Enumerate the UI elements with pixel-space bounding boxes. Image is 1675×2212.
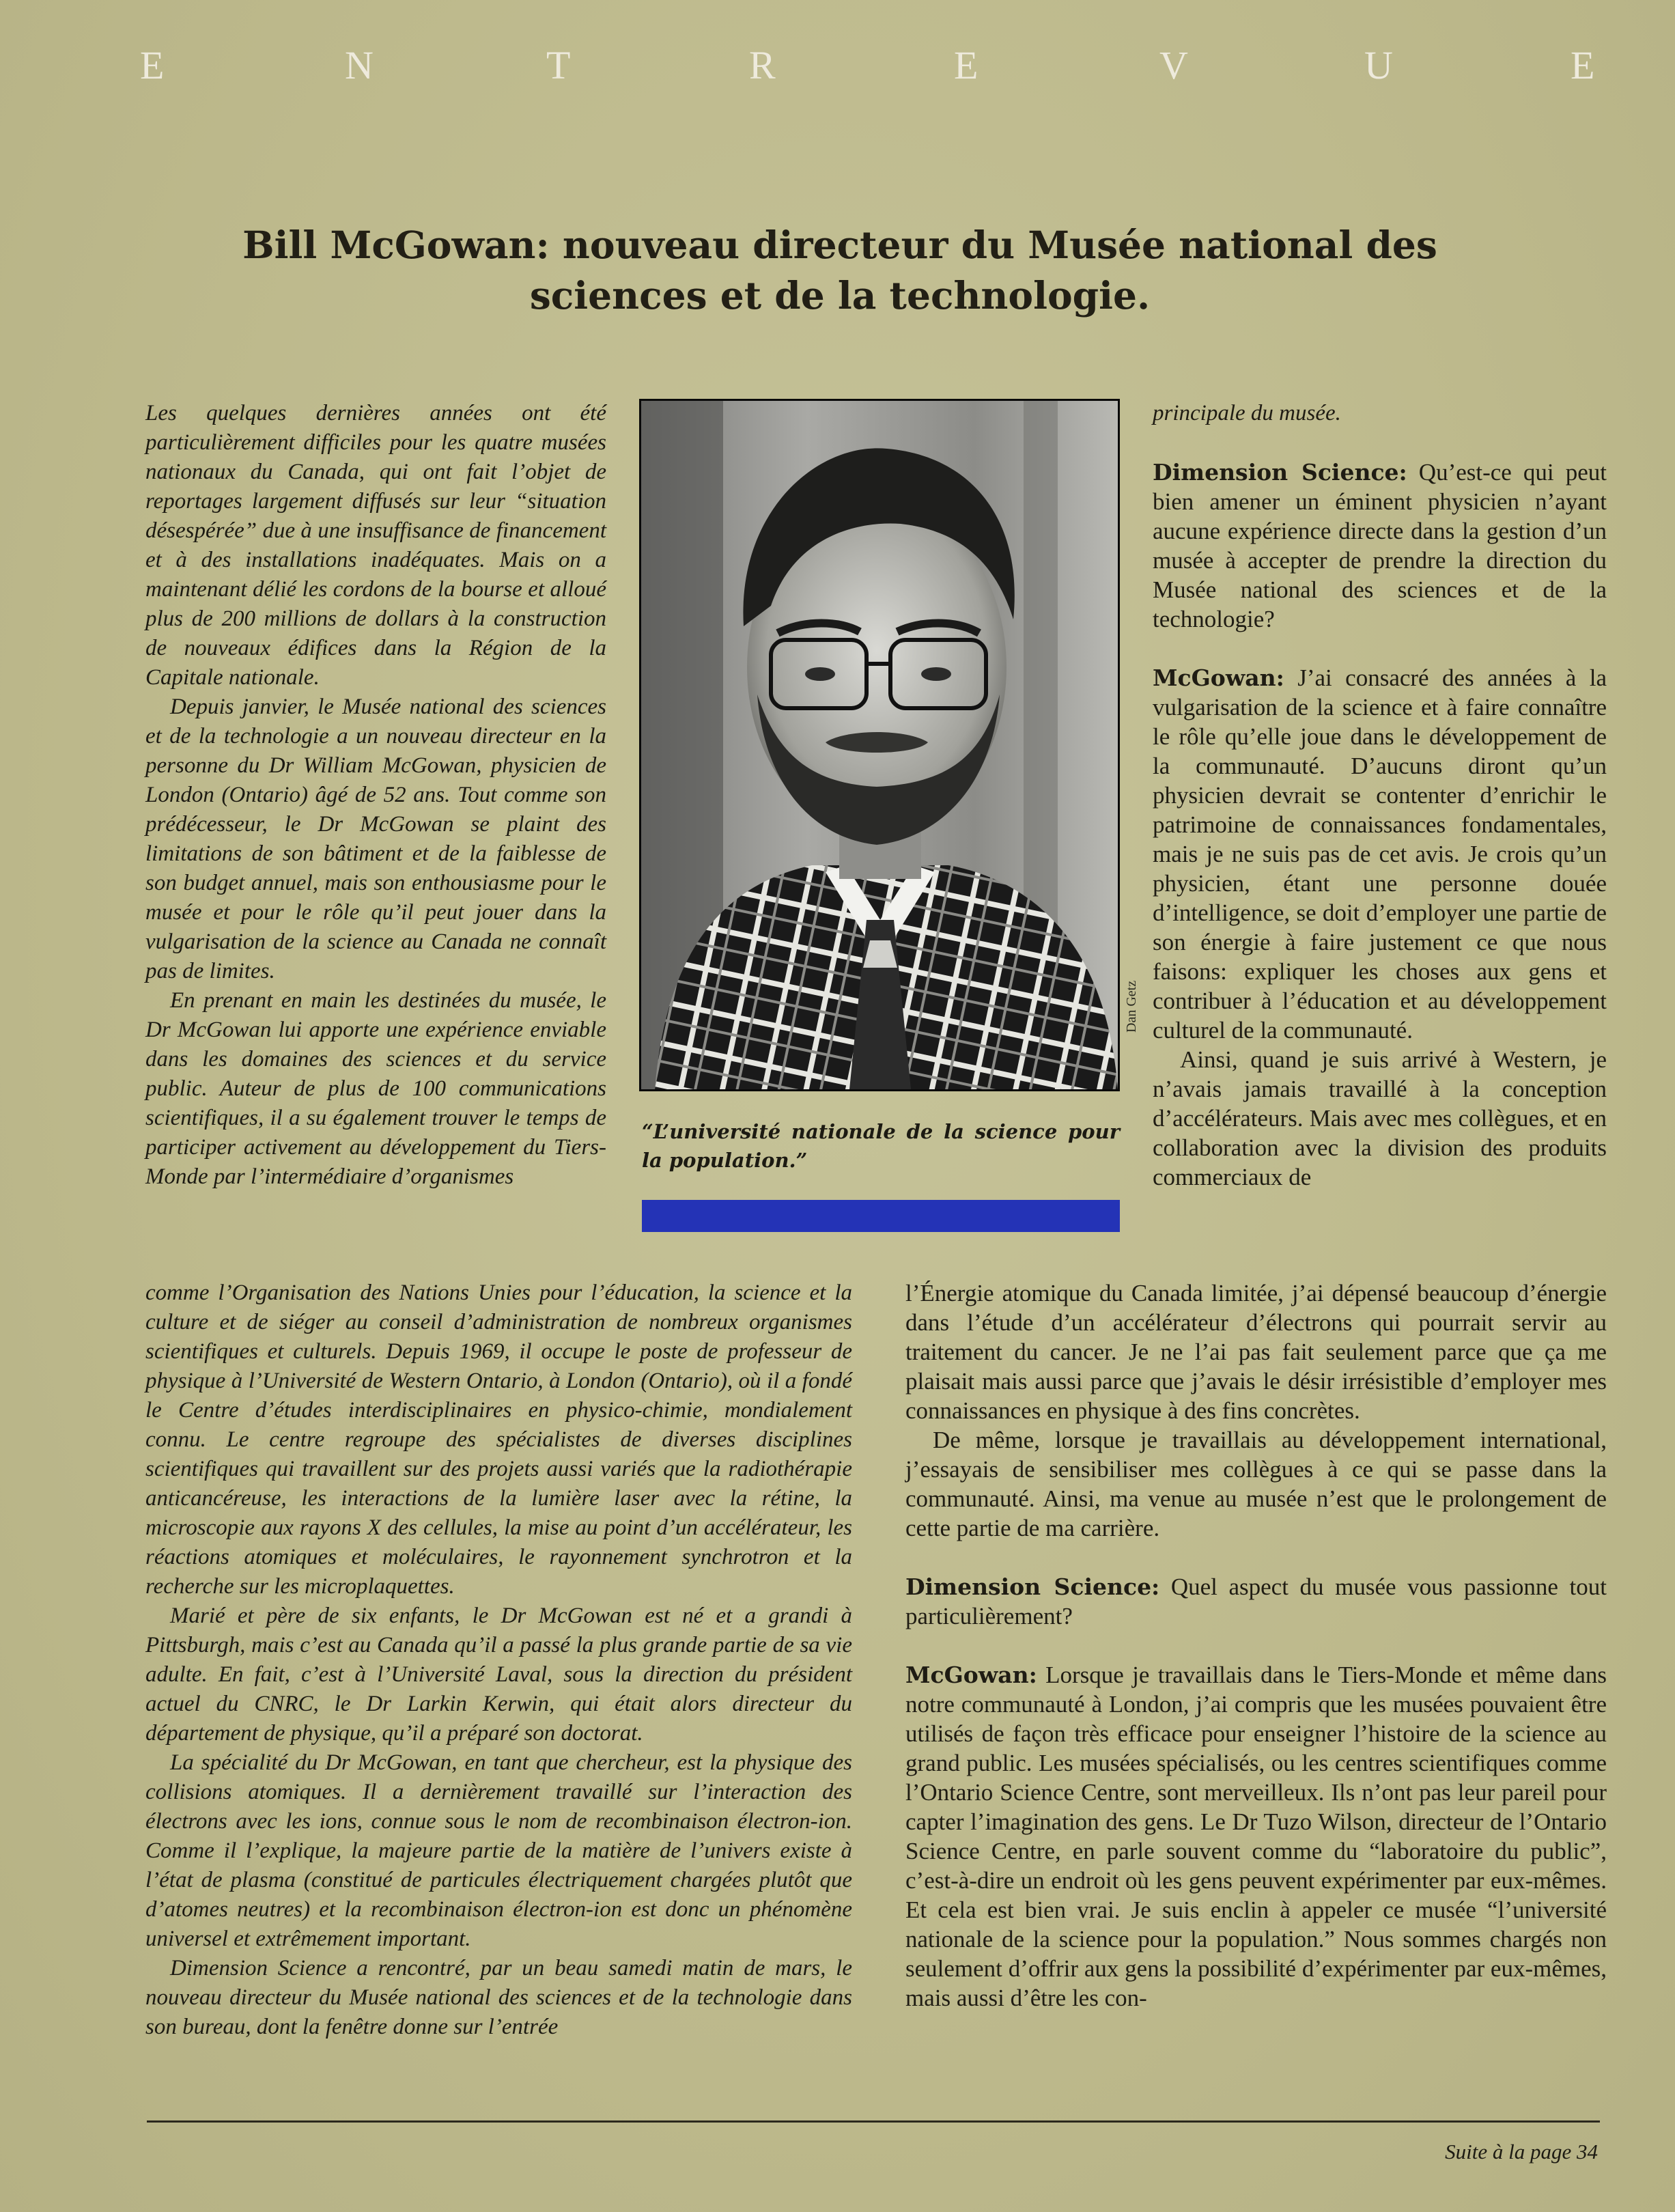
portrait-illustration xyxy=(641,401,1118,1089)
article-title-line: sciences et de la technologie. xyxy=(529,273,1151,318)
article-title xyxy=(205,220,1475,321)
answer-paragraph: l’Énergie atomique du Canada limitée, j’ai dépensé beaucoup d’énergie dans l’étude d’un accélérateur d’électrons qui pourrait servir au traitement du cancer. Je ne l’ai pas fait seulement parce que ça me plaisait mais aussi parce que j’avais le désir irrésistible d’employer mes connaissances en physique à des fins concrètes. xyxy=(905,1280,1607,1424)
portrait-photo xyxy=(639,399,1120,1091)
interview-column-lower xyxy=(905,1278,1607,2013)
section-letter: U xyxy=(1364,43,1393,87)
answer-paragraph: Ainsi, quand je suis arrivé à Western, je n’avais jamais travaillé à la conception d’accélérateurs. Mais avec mes collègues, et en collaboration avec la division des produits commerciaux de xyxy=(1153,1046,1607,1190)
intro-paragraph: Depuis janvier, le Musée national des sciences et de la technologie a un nouveau directeur en la personne du Dr William McGowan, physicien de London (Ontario) âgé de 52 ans. Tout comme son prédécesseur, le Dr McGowan se plaint des limitations de son bâtiment et de la faiblesse de son budget annuel, mais son enthousiasme pour le musée et pour le rôle qu’il peut jouer dans la vulgarisation de la science au Canada ne connaît pas de limites. xyxy=(145,695,606,983)
intro-paragraph: En prenant en main les destinées du musée, le Dr McGowan lui apporte une expérience enviable dans les domaines des sciences et du service public. Auteur de plus de 100 communications scientifiques, il a su également trouver le temps de participer activement au développement du Tiers-Monde par l’intermédiaire d’organismes xyxy=(145,988,606,1189)
photo-caption: “L’université nationale de la science pour la population.” xyxy=(642,1120,1120,1172)
section-letter: R xyxy=(749,43,776,87)
section-letter: E xyxy=(954,43,979,87)
intro-continuation: principale du musée. xyxy=(1153,401,1341,425)
article-title-line: Bill McGowan: nouveau directeur du Musée national des xyxy=(242,223,1437,267)
caption-bar xyxy=(642,1200,1120,1232)
question-text: Qu’est-ce qui peut bien amener un éminent physicien n’ayant aucune expérience directe dans la gestion d’un musée à accepter de prendre la direction du Musée national des sciences et de la technologie? xyxy=(1153,459,1607,632)
intro-paragraph: Les quelques dernières années ont été particulièrement difficiles pour les quatre musées nationaux du Canada, qui ont fait l’objet de reportages largement diffusés sur leur “situation désespérée” due à une insuffisance de financement et à des installations inadéquates. Mais on a maintenant délié les cordons de la bourse et alloué plus de 200 millions de dollars à la construction de nouveaux édifices dans la Région de la Capitale nationale. xyxy=(145,401,606,690)
speaker-label: McGowan: xyxy=(1153,664,1284,691)
continued-on-page: Suite à la page 34 xyxy=(1445,2140,1598,2164)
intro-column-upper xyxy=(145,399,606,1192)
speaker-label: Dimension Science: xyxy=(1153,459,1407,486)
footer-rule xyxy=(147,2120,1600,2123)
interview-question xyxy=(1153,458,1607,634)
section-letter: E xyxy=(140,43,165,87)
section-letter: V xyxy=(1159,43,1188,87)
question-text: Quel aspect du musée vous passionne tout particulièrement? xyxy=(905,1573,1607,1629)
interview-answer xyxy=(905,1660,1607,2013)
interview-question xyxy=(905,1572,1607,1631)
answer-text: Lorsque je travaillais dans le Tiers-Monde et même dans notre communauté à London, j’ai compris que les musées pouvaient être utilisés de façon très efficace pour enseigner l’histoire de la science au grand public. Les musées spécialisés, ou les centres scientifiques comme l’Ontario Science Centre, sont merveilleux. Ils n’ont pas leur pareil pour capter l’imagination des gens. Le Dr Tuzo Wilson, directeur de l’Ontario Science Centre, en parle souvent comme du “laboratoire du public”, c’est-à-dire un endroit où les gens peuvent expérimenter par eux-mêmes. Et cela est bien vrai. Je suis enclin à appeler ce musée “l’université nationale de la science pour la population.” Nous sommes chargés non seulement d’offrir aux gens la possibilité d’expérimenter par eux-mêmes, mais aussi d’être les con- xyxy=(905,1662,1607,2011)
section-letter: E xyxy=(1571,43,1595,87)
answer-paragraph: De même, lorsque je travaillais au développement international, j’essayais de sensibiliser mes collègues à ce qui se passe dans la communauté. Ainsi, ma venue au musée n’est que le prolongement de cette partie de ma carrière. xyxy=(905,1427,1607,1541)
intro-paragraph: Dimension Science a rencontré, par un beau samedi matin de mars, le nouveau directeur du Musée national des sciences et de la technologie dans son bureau, dont la fenêtre donne sur l’entrée xyxy=(145,1956,852,2039)
photo-credit: Dan Getz xyxy=(1124,980,1139,1033)
intro-paragraph: La spécialité du Dr McGowan, en tant que chercheur, est la physique des collisions atomiques. Il a dernièrement travaillé sur l’interaction des électrons avec les ions, connue sous le nom de recombinaison électron-ion. Comme il l’explique, la majeure partie de la matière de l’univers existe à l’état de plasma (constitué de particules électriquement chargées plutôt que d’atomes neutres) et la recombinaison électron-ion est donc un phénomène universel et extrêmement important. xyxy=(145,1750,852,1951)
section-letter: N xyxy=(345,43,374,87)
answer-text: J’ai consacré des années à la vulgarisation de la science et à faire connaître le rôle qu’elle joue dans le développement de la communauté. D’aucuns diront qu’un physicien devrait se contenter d’enrichir le patrimoine de connaissances fondamentales, mais je ne suis pas de cet avis. Je crois qu’un physicien, étant une personne douée d’intelligence, se doit d’employer une partie de son énergie à faire justement ce que nous faisons: expliquer les choses aux gens et contribuer à l’éducation et au développement culturel de la communauté. xyxy=(1153,664,1607,1044)
interview-column-upper xyxy=(1153,399,1607,1192)
intro-column-lower xyxy=(145,1278,852,2042)
speaker-label: Dimension Science: xyxy=(905,1573,1160,1600)
intro-paragraph: Marié et père de six enfants, le Dr McGowan est né et a grandi à Pittsburgh, mais c’est au Canada qu’il a passé la plus grande partie de sa vie adulte. En fait, c’est à l’Université Laval, sous la direction du président actuel du CNRC, le Dr Larkin Kerwin, qui était alors directeur du département de physique, qu’il a préparé son doctorat. xyxy=(145,1604,852,1746)
section-letter: T xyxy=(546,43,571,87)
interview-answer xyxy=(1153,663,1607,1045)
speaker-label: McGowan: xyxy=(905,1662,1037,1688)
intro-paragraph: comme l’Organisation des Nations Unies pour l’éducation, la science et la culture et de siéger au conseil d’administration de nombreux organismes scientifiques et culturels. Depuis 1969, il occupe le poste de professeur de physique à l’Université de Western Ontario, à London (Ontario), où il a fondé le Centre d’études interdisciplinaires en physico-chimie, mondialement connu. Le centre regroupe des spécialistes de diverses disciplines scientifiques qui travaillent sur des projets aussi variés que la radiothérapie anticancéreuse, les interactions de la lumière laser avec la rétine, la microscopie aux rayons X des cellules, la mise au point d’un accélérateur, les réactions atomiques et moléculaires, le rayonnement synchrotron et la recherche sur les microplaquettes. xyxy=(145,1280,852,1599)
